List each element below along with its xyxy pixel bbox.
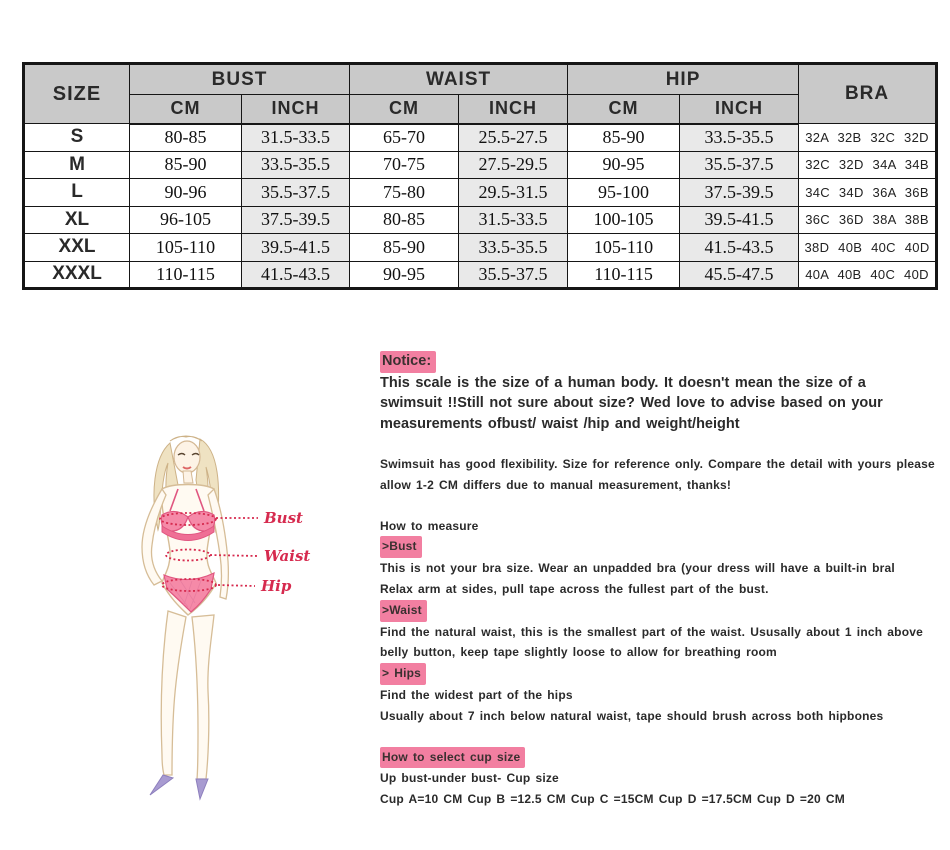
col-header-bust-cm: CM: [130, 95, 242, 124]
hip-label: Hip: [261, 577, 292, 595]
bra-cell: 34C 34D 36A 36B: [799, 179, 937, 207]
notice-heading: Notice:: [380, 351, 436, 373]
waist-cm-cell: 90-95: [350, 261, 459, 289]
hip-inch-cell: 45.5-47.5: [680, 261, 799, 289]
size-row-xl: [24, 206, 937, 234]
cup-size-line: Up bust-under bust- Cup size: [380, 771, 559, 786]
size-label-cell: XXL: [24, 234, 130, 262]
hip-cm-cell: 110-115: [568, 261, 680, 289]
col-header-bust-inch: INCH: [242, 95, 350, 124]
right-shoe: [196, 779, 208, 799]
how-to-measure-heading: How to measure: [380, 518, 479, 533]
left-leg: [161, 611, 186, 775]
hip-inch-cell: 37.5-39.5: [680, 179, 799, 207]
waist-instruction-line: Find the natural waist, this is the smallest part of the waist. Ususally about 1 inch above: [380, 624, 923, 639]
col-header-hip-cm: CM: [568, 95, 680, 124]
hip-cm-cell: 105-110: [568, 234, 680, 262]
bust-inch-cell: 35.5-37.5: [242, 179, 350, 207]
bust-cm-cell: 110-115: [130, 261, 242, 289]
waist-section-heading: >Waist: [380, 600, 427, 622]
waist-label: Waist: [264, 547, 311, 565]
size-row-s: [24, 124, 937, 152]
col-header-waist-cm: CM: [350, 95, 459, 124]
waist-inch-cell: 27.5-29.5: [459, 151, 568, 179]
col-header-hip: HIP: [568, 64, 799, 95]
bra-cell: 32C 32D 34A 34B: [799, 151, 937, 179]
bust-section-heading: >Bust: [380, 536, 422, 558]
woman-sketch: [100, 425, 360, 815]
hip-cm-cell: 100-105: [568, 206, 680, 234]
bust-instruction-line: Relax arm at sides, pull tape across the fullest part of the bust.: [380, 581, 769, 596]
notice-line: This scale is the size of a human body. It doesn't mean the size of a: [380, 374, 866, 391]
sizing-notes: [380, 351, 940, 810]
cup-size-heading: How to select cup size: [380, 747, 525, 769]
bust-instruction-line: This is not your bra size. Wear an unpadded bra (your dress will have a built-in bral: [380, 561, 895, 576]
col-header-waist: WAIST: [350, 64, 568, 95]
hip-cm-cell: 95-100: [568, 179, 680, 207]
waist-cm-cell: 75-80: [350, 179, 459, 207]
neck: [183, 471, 193, 483]
hips-instruction-line: Usually about 7 inch below natural waist, tape should brush across both hipbones: [380, 708, 884, 723]
size-row-l: [24, 179, 937, 207]
bust-label: Bust: [264, 509, 303, 527]
size-row-xxxl: [24, 261, 937, 289]
hair-top: [170, 436, 202, 441]
waist-cm-cell: 80-85: [350, 206, 459, 234]
bust-inch-cell: 31.5-33.5: [242, 124, 350, 152]
col-header-bra: BRA: [799, 64, 937, 124]
waist-cm-cell: 70-75: [350, 151, 459, 179]
left-shoe: [150, 775, 173, 795]
bust-cm-cell: 105-110: [130, 234, 242, 262]
hip-inch-cell: 39.5-41.5: [680, 206, 799, 234]
right-leg: [192, 615, 214, 779]
hip-inch-cell: 35.5-37.5: [680, 151, 799, 179]
size-label-cell: S: [24, 124, 130, 152]
waist-inch-cell: 33.5-35.5: [459, 234, 568, 262]
waist-inch-cell: 35.5-37.5: [459, 261, 568, 289]
waist-cm-cell: 65-70: [350, 124, 459, 152]
notice-line: measurements ofbust/ waist /hip and weight/height: [380, 415, 740, 432]
bust-cm-cell: 80-85: [130, 124, 242, 152]
bust-cm-cell: 90-96: [130, 179, 242, 207]
waist-instruction-line: belly button, keep tape slightly loose to allow for breathing room: [380, 645, 777, 660]
waist-inch-cell: 25.5-27.5: [459, 124, 568, 152]
col-header-size: SIZE: [24, 64, 130, 124]
notice-line: swimsuit !!Still not sure about size? Wed love to advise based on your: [380, 395, 883, 411]
col-header-waist-inch: INCH: [459, 95, 568, 124]
hip-inch-cell: 41.5-43.5: [680, 234, 799, 262]
hips-instruction-line: Find the widest part of the hips: [380, 687, 573, 702]
bust-cm-cell: 85-90: [130, 151, 242, 179]
bust-cm-cell: 96-105: [130, 206, 242, 234]
left-arm: [142, 489, 166, 585]
bust-inch-cell: 39.5-41.5: [242, 234, 350, 262]
bust-inch-cell: 33.5-35.5: [242, 151, 350, 179]
flexibility-line: allow 1-2 CM differs due to manual measurement, thanks!: [380, 477, 732, 492]
bra-cell: 38D 40B 40C 40D: [799, 234, 937, 262]
size-label-cell: M: [24, 151, 130, 179]
col-header-hip-inch: INCH: [680, 95, 799, 124]
hip-leader-line: [218, 585, 255, 586]
table-group-header-row: [24, 64, 937, 95]
hip-inch-cell: 33.5-35.5: [680, 124, 799, 152]
cup-size-line: Cup A=10 CM Cup B =12.5 CM Cup C =15CM Cup D =17.5CM Cup D =20 CM: [380, 792, 845, 807]
waist-cm-cell: 85-90: [350, 234, 459, 262]
bra-cell: 32A 32B 32C 32D: [799, 124, 937, 152]
waist-inch-cell: 29.5-31.5: [459, 179, 568, 207]
col-header-bust: BUST: [130, 64, 350, 95]
size-label-cell: XL: [24, 206, 130, 234]
bust-inch-cell: 41.5-43.5: [242, 261, 350, 289]
hip-cm-cell: 90-95: [568, 151, 680, 179]
size-label-cell: XXXL: [24, 261, 130, 289]
size-row-m: [24, 151, 937, 179]
bust-inch-cell: 37.5-39.5: [242, 206, 350, 234]
bra-cell: 36C 36D 38A 38B: [799, 206, 937, 234]
hips-section-heading: > Hips: [380, 663, 426, 685]
waist-inch-cell: 31.5-33.5: [459, 206, 568, 234]
size-label-cell: L: [24, 179, 130, 207]
size-chart-table: [22, 62, 938, 290]
waist-leader-line: [210, 555, 258, 556]
measurement-figure-illustration: [100, 425, 360, 815]
size-row-xxl: [24, 234, 937, 262]
flexibility-line: Swimsuit has good flexibility. Size for reference only. Compare the detail with yours please: [380, 457, 935, 471]
bra-cell: 40A 40B 40C 40D: [799, 261, 937, 289]
hip-cm-cell: 85-90: [568, 124, 680, 152]
